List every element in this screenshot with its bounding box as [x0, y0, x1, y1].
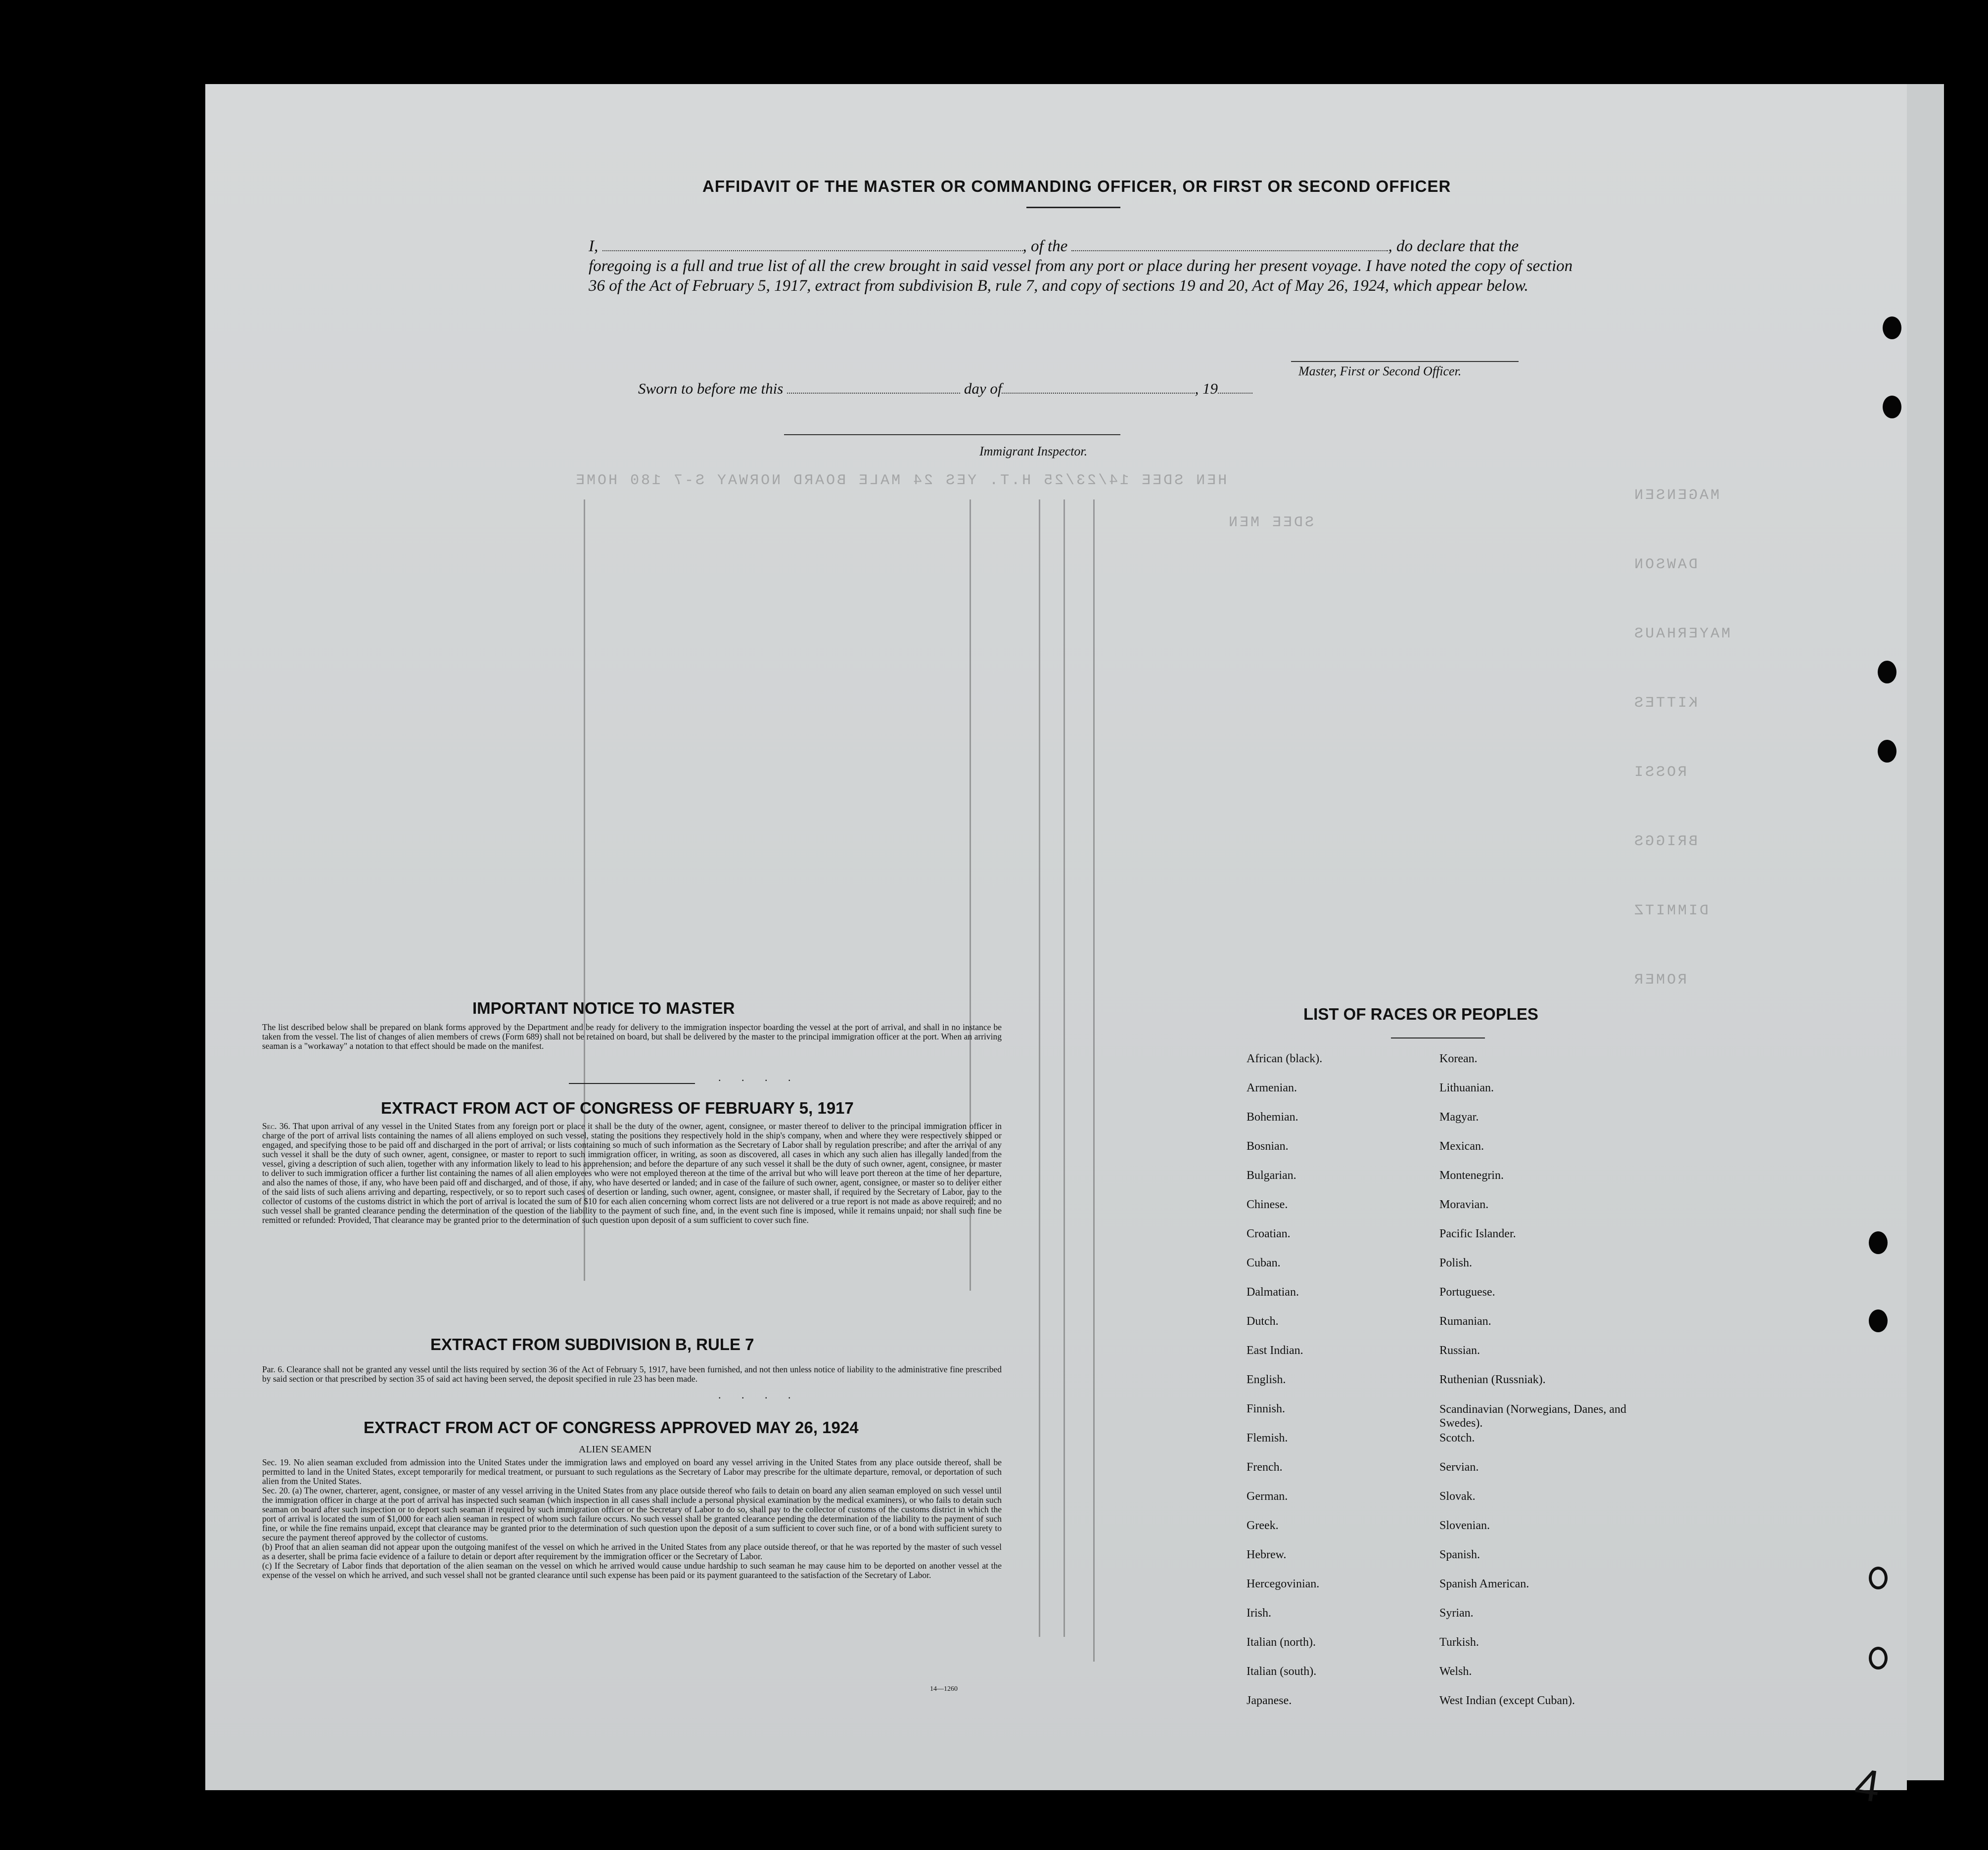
- race-item: Magyar.: [1439, 1111, 1479, 1124]
- master-signature-field[interactable]: [1291, 361, 1519, 362]
- section-label: Sec. 36.: [262, 1121, 290, 1131]
- divider: [569, 1083, 695, 1084]
- extract-1924-heading: EXTRACT FROM ACT OF CONGRESS APPROVED MAY 26, 1924: [364, 1418, 859, 1437]
- race-item: Irish.: [1247, 1607, 1271, 1620]
- race-item: Bosnian.: [1247, 1140, 1289, 1153]
- inspector-signature-field[interactable]: [784, 434, 1120, 435]
- race-item: Spanish.: [1439, 1548, 1480, 1561]
- affidavit-prefix: I,: [589, 237, 599, 255]
- sworn-line: [638, 380, 1252, 398]
- bleed-through-line: [1093, 499, 1095, 1662]
- race-item: Mexican.: [1439, 1140, 1484, 1153]
- affidavit-title: AFFIDAVIT OF THE MASTER OR COMMANDING OFFICER, OR FIRST OR SECOND OFFICER: [702, 177, 1451, 195]
- race-item: Bohemian.: [1247, 1111, 1298, 1124]
- punch-hole: [1869, 1567, 1888, 1589]
- form-number: 14—1260: [930, 1685, 958, 1693]
- race-item: Polish.: [1439, 1257, 1473, 1269]
- punch-hole: [1869, 1647, 1888, 1670]
- punch-hole: [1878, 661, 1896, 683]
- races-left-column: [1247, 1052, 1322, 1723]
- bleed-through-text: KITTES: [1632, 695, 1698, 712]
- race-item: Bulgarian.: [1247, 1169, 1296, 1182]
- races-right-column: [1439, 1052, 1647, 1723]
- punch-hole: [1883, 316, 1901, 339]
- race-item: Flemish.: [1247, 1432, 1288, 1444]
- bleed-through-text: HEN SDEE 14/23/25 H.T. YES 24 MALE BOARD NORWAY S-7 180 HOME: [574, 472, 1227, 489]
- race-item: Slovak.: [1439, 1490, 1476, 1503]
- bleed-through-text: SDEE MEN: [1227, 514, 1314, 531]
- race-item: Pacific Islander.: [1439, 1227, 1516, 1240]
- punch-hole: [1878, 740, 1896, 763]
- race-item: Croatian.: [1247, 1227, 1291, 1240]
- race-item: Greek.: [1247, 1519, 1279, 1532]
- race-item: Italian (north).: [1247, 1636, 1316, 1649]
- notice-heading: IMPORTANT NOTICE TO MASTER: [472, 999, 735, 1017]
- race-item: African (black).: [1247, 1052, 1323, 1065]
- bleed-through-line: [1039, 499, 1040, 1637]
- race-item: Dutch.: [1247, 1315, 1279, 1328]
- extract-1917-heading: EXTRACT FROM ACT OF CONGRESS OF FEBRUARY 5, 1917: [381, 1099, 854, 1117]
- rule7-heading: EXTRACT FROM SUBDIVISION B, RULE 7: [430, 1335, 754, 1354]
- race-item: Rumanian.: [1439, 1315, 1491, 1328]
- race-item: Syrian.: [1439, 1607, 1474, 1620]
- race-item: Finnish.: [1247, 1402, 1286, 1415]
- affidavit-text: [589, 236, 1583, 296]
- dots: . . . .: [718, 1389, 800, 1401]
- notice-text: The list described below shall be prepared on blank forms approved by the Department and be ready for delivery to the immigration inspector boarding the vessel at the port of arrival, and shall in no instance be taken from the vessel. The list of changes of alien members of crews (Form 689) shall not be retained on board, but shall be delivered by the master to the principal immigration officer at the port. When an arriving seaman is a "workaway" a notation to that effect should be made on the manifest.: [262, 1022, 1002, 1051]
- sworn-date-field[interactable]: [787, 393, 960, 394]
- race-item: Dalmatian.: [1247, 1286, 1299, 1299]
- signature-caption: Master, First or Second Officer.: [1298, 364, 1462, 378]
- bleed-through-line: [1063, 499, 1065, 1637]
- race-item: Armenian.: [1247, 1082, 1297, 1094]
- section-36-text: That upon arrival of any vessel in the United States from any foreign port or place it shall be the duty of the owner, agent, consignee, or master thereof to deliver to the principal immigration officer in charge of the port of arrival lists containing the names of all aliens employed on such vessel, stating the positions they respectively hold in the ship's company, when and where they were respectively shipped or engaged, and specifying those to be paid off and discharged in the port of arrival; or lists containing so much of such information as the Secretary of Labor shall by regulation prescribe; and after the arrival of any such vessel it shall be the duty of such owner, agent, consignee, or master to report to such immigration officer, in writing, as soon as discovered, all cases in which any such alien has illegally landed from the vessel, giving a description of such alien, together with any information likely to lead to his apprehension; and before the departure of any such vessel it shall be the duty of such owner, agent, consignee, or master to deliver to such immigration officer a further list containing the names of all alien employees who were not employed thereon at the time of the arrival but who will leave port thereon at the time of her departure, and also the names of those, if any, who have been paid off and discharged, and of those, if any, who have deserted or landed; and in case of the failure of such owner, agent, consignee, or master so to deliver either of the said lists of such aliens arriving and departing, respectively, or so to report such cases of desertion or landing, such owner, agent, consignee, or master shall, if required by the Secretary of Labor, pay to the collector of customs of the customs district in which the port of arrival is located the sum of $10 for each alien concerning whom correct lists are not delivered or a true report is not made as above required; and no such vessel shall be granted clearance pending the determination of the question of the liability to the payment of such fine, and, in the event such fine is imposed, while it remains unpaid; nor shall such fine be remitted or refunded: Provided, That clearance may be granted prior to the determination of such question upon deposit of a sum sufficient to cover such fine.: [262, 1121, 1002, 1225]
- officer-name-field[interactable]: [602, 250, 1023, 251]
- alien-seamen-subheading: ALIEN SEAMEN: [579, 1444, 652, 1455]
- extract-1924-text: [262, 1458, 1002, 1580]
- punch-hole: [1869, 1231, 1888, 1254]
- inspector-caption: Immigrant Inspector.: [979, 444, 1088, 458]
- race-item: Slovenian.: [1439, 1519, 1490, 1532]
- race-item: English.: [1247, 1373, 1286, 1386]
- bleed-through-text: MAGENSEN: [1632, 487, 1720, 504]
- affidavit-mid: , of the: [1022, 237, 1068, 255]
- race-item: Chinese.: [1247, 1198, 1288, 1211]
- bleed-through-text: DAWSON: [1632, 556, 1698, 573]
- section-20a-text: Sec. 20. (a) The owner, charterer, agent, consignee, or master of any vessel arriving in the United States from any place outside thereof who fails to detain on board any alien seaman employed on such vessel until the immigration officer in charge at the port of arrival has inspected such seaman (which inspection in all cases shall include a personal physical examination by the medical examiners), or who fails to detain such seaman on board after such inspection or to deport such seaman if required by such immigration officer or the Secretary of Labor to do so, shall pay to the collector of customs of the customs district in which the port of arrival is located the sum of $1,000 for each alien seaman in respect of whom such failure occurs. No such vessel shall be granted clearance pending the determination of the liability to the payment of such fine, or while the fine remains unpaid, except that clearance may be granted prior to the determination of such question upon the deposit of a sum sufficient to cover such fine, or of a bond with sufficient surety to secure the payment thereof approved by the collector of customs.: [262, 1486, 1002, 1542]
- punch-hole: [1869, 1309, 1888, 1332]
- race-item: Hercegovinian.: [1247, 1578, 1320, 1590]
- race-item: Cuban.: [1247, 1257, 1281, 1269]
- race-item: Ruthenian (Russniak).: [1439, 1373, 1546, 1386]
- race-item: Lithuanian.: [1439, 1082, 1494, 1094]
- race-item: Servian.: [1439, 1461, 1479, 1474]
- race-item: Italian (south).: [1247, 1665, 1317, 1678]
- race-item: East Indian.: [1247, 1344, 1303, 1357]
- race-item: Montenegrin.: [1439, 1169, 1504, 1182]
- vessel-name-field[interactable]: [1071, 250, 1388, 251]
- race-item: Japanese.: [1247, 1694, 1292, 1707]
- race-item: Korean.: [1439, 1052, 1478, 1065]
- sworn-year-field[interactable]: [1218, 393, 1252, 394]
- sworn-month-field[interactable]: [1002, 393, 1195, 394]
- section-19-text: Sec. 19. No alien seaman excluded from admission into the United States under the immigration laws and employed on board any vessel arriving in the United States from any place outside thereof, shall be permitted to land in the United States, except temporarily for medical treatment, or pursuant to such regulations as the Secretary of Labor may prescribe for the ultimate departure, removal, or deportation of such alien from the United States.: [262, 1457, 1002, 1486]
- page-number-annotation: 4: [1851, 1760, 1883, 1812]
- section-20c-text: (c) If the Secretary of Labor finds that deportation of the alien seaman on the vessel on which he arrived would cause undue hardship to such seaman he may cause him to be deported on another vessel at the expense of the vessel on which he arrived, and such vessel shall not be granted clearance until such expense has been paid or its payment guaranteed to the satisfaction of the Secretary of Labor.: [262, 1561, 1002, 1580]
- affidavit-body: that the foregoing is a full and true list of all the crew brought in said vessel from any port or place during her present voyage. I have noted the copy of section 36 of the Act of February 5, 1917, extract from subdivision B, rule 7, and copy of sections 19 and 20, Act of May 26, 1924, which appear below.: [589, 237, 1573, 295]
- divider: [1026, 207, 1120, 208]
- race-item: Scandinavian (Norwegians, Danes, and Swedes).: [1439, 1403, 1626, 1430]
- rule7-text: Par. 6. Clearance shall not be granted any vessel until the lists required by section 36 of the Act of February 5, 1917, have been furnished, and not then unless notice of liability to the administrative fine prescribed by said section or that prescribed by section 35 of said act having been served, the deposit specified in rule 23 has been made.: [262, 1364, 1002, 1384]
- bleed-through-text: DIMMITZ: [1632, 902, 1709, 919]
- dots: . . . .: [718, 1071, 800, 1083]
- race-item: French.: [1247, 1461, 1283, 1474]
- race-item: West Indian (except Cuban).: [1439, 1694, 1575, 1707]
- section-20b-text: (b) Proof that an alien seaman did not appear upon the outgoing manifest of the vessel on which he arrived in the United States from any place outside thereof, or that he was reported by the master of such vessel as a deserter, shall be prima facie evidence of a failure to detain or deport after requirement by the immigration officer or the Secretary of Labor.: [262, 1542, 1002, 1561]
- sworn-year: , 19: [1195, 380, 1218, 397]
- race-item: Welsh.: [1439, 1665, 1472, 1678]
- extract-1917-text: [262, 1122, 1002, 1225]
- race-item: Hebrew.: [1247, 1548, 1287, 1561]
- race-item: Russian.: [1439, 1344, 1480, 1357]
- bleed-through-text: ROSSI: [1632, 764, 1687, 781]
- affidavit-suffix: , do declare: [1388, 237, 1465, 255]
- races-heading: LIST OF RACES OR PEOPLES: [1303, 1005, 1538, 1023]
- race-item: Scotch.: [1439, 1432, 1475, 1444]
- sworn-day: day of: [964, 380, 1002, 397]
- race-item: Moravian.: [1439, 1198, 1489, 1211]
- bleed-through-text: BRIGGS: [1632, 833, 1698, 850]
- bleed-through-text: ROMER: [1632, 972, 1687, 989]
- punch-hole: [1883, 396, 1901, 418]
- race-item: German.: [1247, 1490, 1288, 1503]
- sworn-prefix: Sworn to before me this: [638, 380, 784, 397]
- race-item: Turkish.: [1439, 1636, 1479, 1649]
- bleed-through-text: MAYERHAUS: [1632, 626, 1731, 642]
- race-item: Portuguese.: [1439, 1286, 1495, 1299]
- race-item: Spanish American.: [1439, 1578, 1529, 1590]
